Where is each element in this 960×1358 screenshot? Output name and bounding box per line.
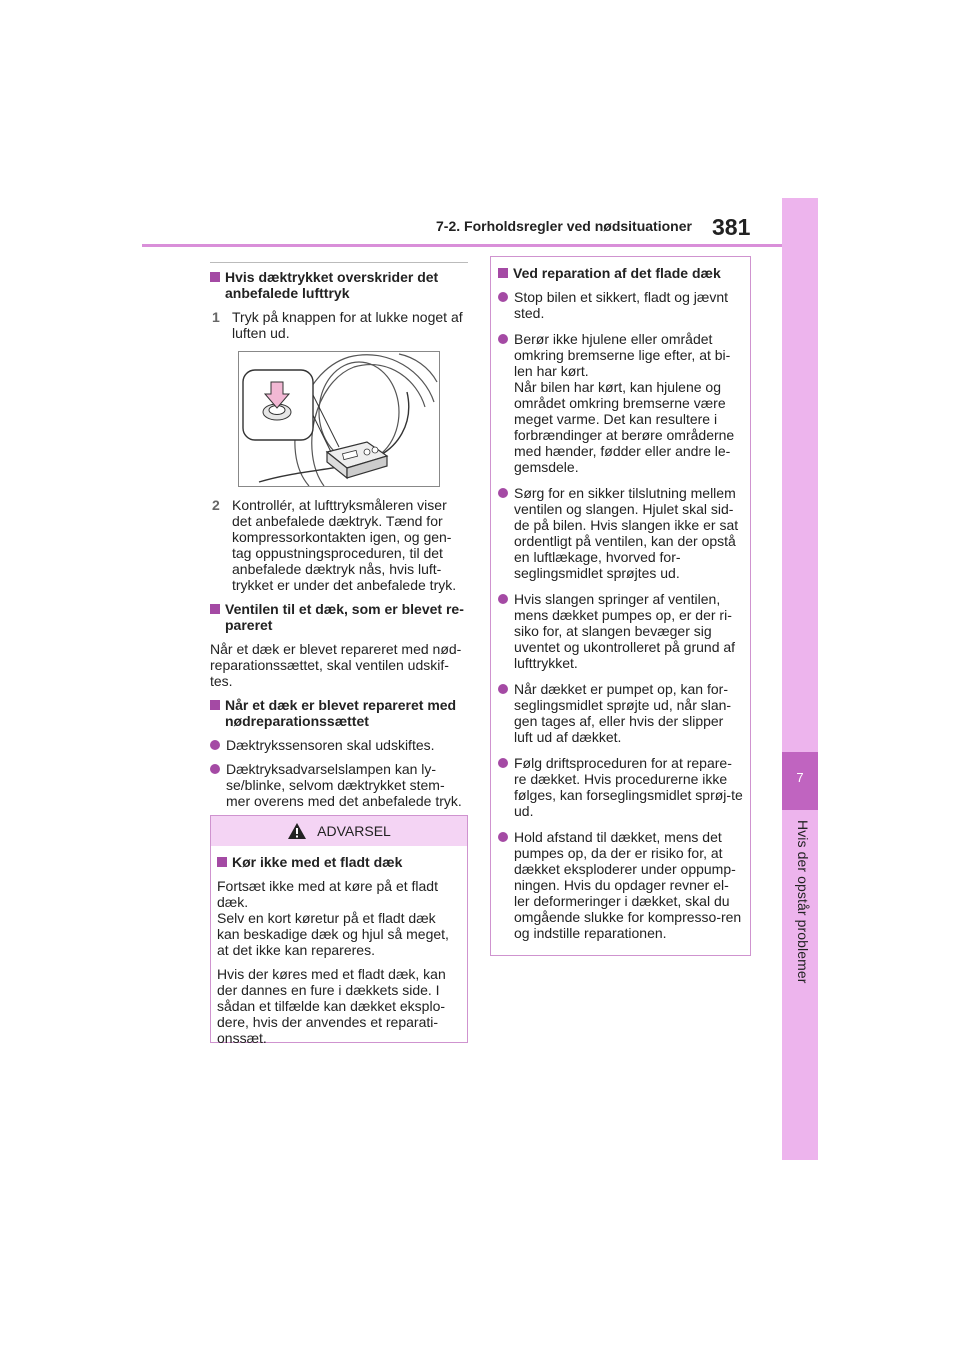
zoom-callout-shape <box>243 370 313 440</box>
chapter-number: 7 <box>796 770 804 785</box>
step-number: 1 <box>212 309 220 325</box>
page-number: 381 <box>712 214 751 240</box>
compressor-button-illustration <box>238 351 440 487</box>
warning-header <box>211 816 467 846</box>
warning-paragraph: Fortsæt ikke med at køre på et fladt dæk. Selv en kort køretur på et fladt dæk kan beskadige dæk og hjul så meget, at det ikke kan repareres. <box>217 878 449 958</box>
list-item: Dæktryksadvarselslampen kan ly-se/blinke, selvom dæktrykket stem-mer overens med det anbefalede tryk. <box>210 761 468 809</box>
step-item <box>210 497 468 593</box>
warning-paragraph: Hvis der køres med et fladt dæk, kan der dannes en fure i dækkets side. I sådan et tilfælde kan dækket eksplo-dere, hvis der anvendes et reparati-onssæt. <box>217 966 446 1046</box>
warning-triangle-icon <box>287 822 307 840</box>
left-column <box>210 262 468 817</box>
step-text: Tryk på knappen for at lukke noget af luften ud. <box>232 309 463 341</box>
section-heading-after-repair: Når et dæk er blevet repareret med nødreparationssættet <box>210 697 468 729</box>
warning-body <box>211 846 467 1046</box>
list-item: Berør ikke hjulene eller området omkring bremserne lige efter, at bi-len har kørt. Når bilen har kørt, kan hjulene og området omkring bremserne være meget varme. Det kan resultere i forbrændinger at berøre områderne med hænder, fødder eller andre le-gemsdele. <box>498 331 743 475</box>
list-item: Hold afstand til dækket, mens det pumpes op, da der er risiko for, at dækket eksploderer under oppump-ningen. Hvis du opdager revner el-ler deformeringer i dækket, skal du omgående slukke for kompresso-ren og indstille reparationen. <box>498 829 743 941</box>
list-item: Stop bilen et sikkert, fladt og jævnt sted. <box>498 289 743 321</box>
repair-heading: Ved reparation af det flade dæk <box>498 265 743 281</box>
repair-precautions-box <box>490 256 751 956</box>
list-item: Dæktrykssensoren skal udskiftes. <box>210 737 468 753</box>
section-title: 7-2. Forholdsregler ved nødsituationer <box>436 218 692 234</box>
warning-label: ADVARSEL <box>317 823 391 839</box>
section-heading-overpressure: Hvis dæktrykket overskrider det anbefalede lufttryk <box>210 269 468 301</box>
section-divider <box>210 262 468 263</box>
list-item: Følg driftsproceduren for at repare-re dækket. Hvis procedurerne ikke følges, kan forseglingsmidlet sprøj-te ud. <box>498 755 743 819</box>
warning-box <box>210 815 468 1046</box>
step-number: 2 <box>212 497 220 513</box>
header-rule <box>142 244 782 247</box>
list-item: Når dækket er pumpet op, kan for-seglingsmidlet sprøjte ud, når slan-gen tages af, eller hvis der slipper luft ud af dækket. <box>498 681 743 745</box>
section-heading-valve: Ventilen til et dæk, som er blevet re-pareret <box>210 601 468 633</box>
warning-heading: Kør ikke med et fladt dæk <box>217 854 461 870</box>
list-item: Hvis slangen springer af ventilen, mens dækket pumpes op, er der ri-siko for, at slangen bevæger sig uventet og ukontrolleret på grund af lufttrykket. <box>498 591 743 671</box>
valve-paragraph: Når et dæk er blevet repareret med nød-reparationssættet, skal ventilen udskif-tes. <box>210 641 462 689</box>
step-item <box>210 309 468 341</box>
list-item: Sørg for en sikker tilslutning mellem ventilen og slangen. Hjulet skal sid-de på bilen. Hvis slangen ikke er sat ordentligt på ventilen, kan der opstå en luftlækage, hvorved for-seglingsmidlet sprøjtes ud. <box>498 485 743 581</box>
step-text: Kontrollér, at lufttryksmåleren viser det anbefalede dæktryk. Tænd for kompressorkontakten igen, og gen-tag oppustningsproceduren, til det anbefalede dæktryk nås, hvis luft-trykket er under det anbefalede tryk. <box>232 497 457 593</box>
chapter-side-tab <box>782 198 818 1160</box>
chapter-title: Hvis der opstår problemer <box>795 820 811 984</box>
